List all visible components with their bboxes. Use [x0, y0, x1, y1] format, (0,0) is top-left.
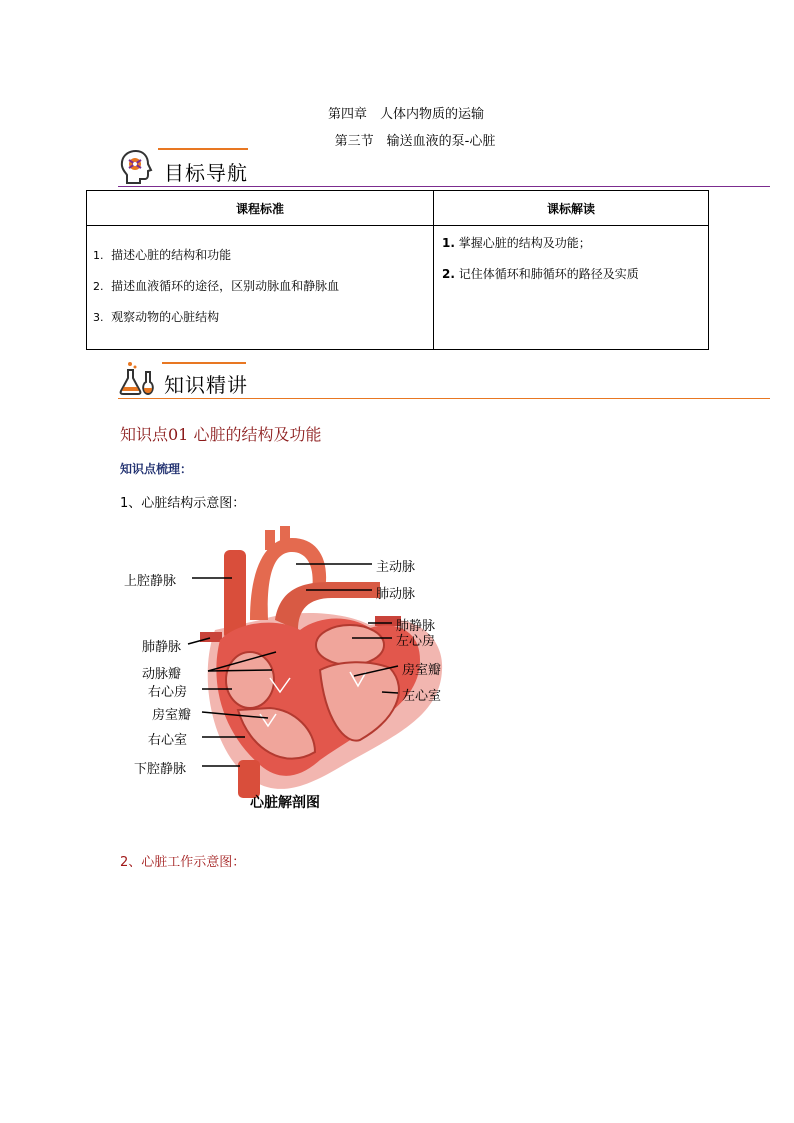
item-2-heading: 2、心脏工作示意图： — [120, 855, 246, 870]
requirement-item: 1. 描述心脏的结构和功能 — [93, 248, 232, 262]
col-header-standards: 课程标准 — [87, 191, 434, 226]
label-left-ventricle: 左心室 — [402, 689, 442, 704]
label-pulmonary-artery: 肺动脉 — [376, 587, 416, 602]
requirement-item: 3. 观察动物的心脏结构 — [93, 310, 220, 324]
interpretation-cell — [434, 226, 709, 350]
goal-icon — [118, 148, 154, 186]
label-aorta: 主动脉 — [376, 560, 416, 575]
flask-icon — [118, 360, 158, 396]
topic-title: 知识点01 心脏的结构及功能 — [120, 425, 322, 444]
goal-title-topline — [158, 148, 248, 150]
col-header-interpretation: 课标解读 — [434, 191, 709, 226]
knowledge-section-rule — [118, 398, 770, 399]
section-title: 第三节 输送血液的泵-心脏 — [334, 134, 496, 149]
label-superior-vena-cava: 上腔静脉 — [124, 574, 177, 589]
requirement-item: 2. 描述血液循环的途径，区别动脉血和静脉血 — [93, 279, 340, 293]
label-av-valve-left: 房室瓣 — [152, 708, 192, 723]
goal-section-rule — [118, 186, 770, 187]
label-left-atrium: 左心房 — [396, 634, 436, 649]
knowledge-section-title: 知识精讲 — [164, 373, 248, 397]
label-aortic-valve: 动脉瓣 — [142, 667, 182, 682]
label-pulmonary-vein-left: 肺静脉 — [142, 640, 182, 655]
interpretation-item: 2. 记住体循环和肺循环的路径及实质 — [442, 267, 639, 281]
label-right-ventricle: 右心室 — [148, 733, 188, 748]
curriculum-table — [86, 190, 709, 350]
heart-diagram-caption: 心脏解剖图 — [250, 795, 320, 811]
chapter-title: 第四章 人体内物质的运输 — [327, 107, 484, 122]
label-inferior-vena-cava: 下腔静脉 — [134, 762, 187, 777]
interpretation-item: 1. 掌握心脏的结构及功能； — [442, 236, 591, 250]
label-pulmonary-vein-right: 肺静脉 — [396, 619, 436, 634]
item-1-heading: 1、心脏结构示意图： — [120, 496, 246, 511]
knowledge-title-topline — [162, 362, 246, 364]
requirements-cell — [87, 226, 434, 350]
label-av-valve-right: 房室瓣 — [402, 663, 442, 678]
goal-section-title: 目标导航 — [164, 161, 248, 185]
subheading: 知识点梳理： — [120, 462, 193, 476]
label-right-atrium: 右心房 — [148, 685, 188, 700]
heart-diagram — [120, 520, 460, 820]
